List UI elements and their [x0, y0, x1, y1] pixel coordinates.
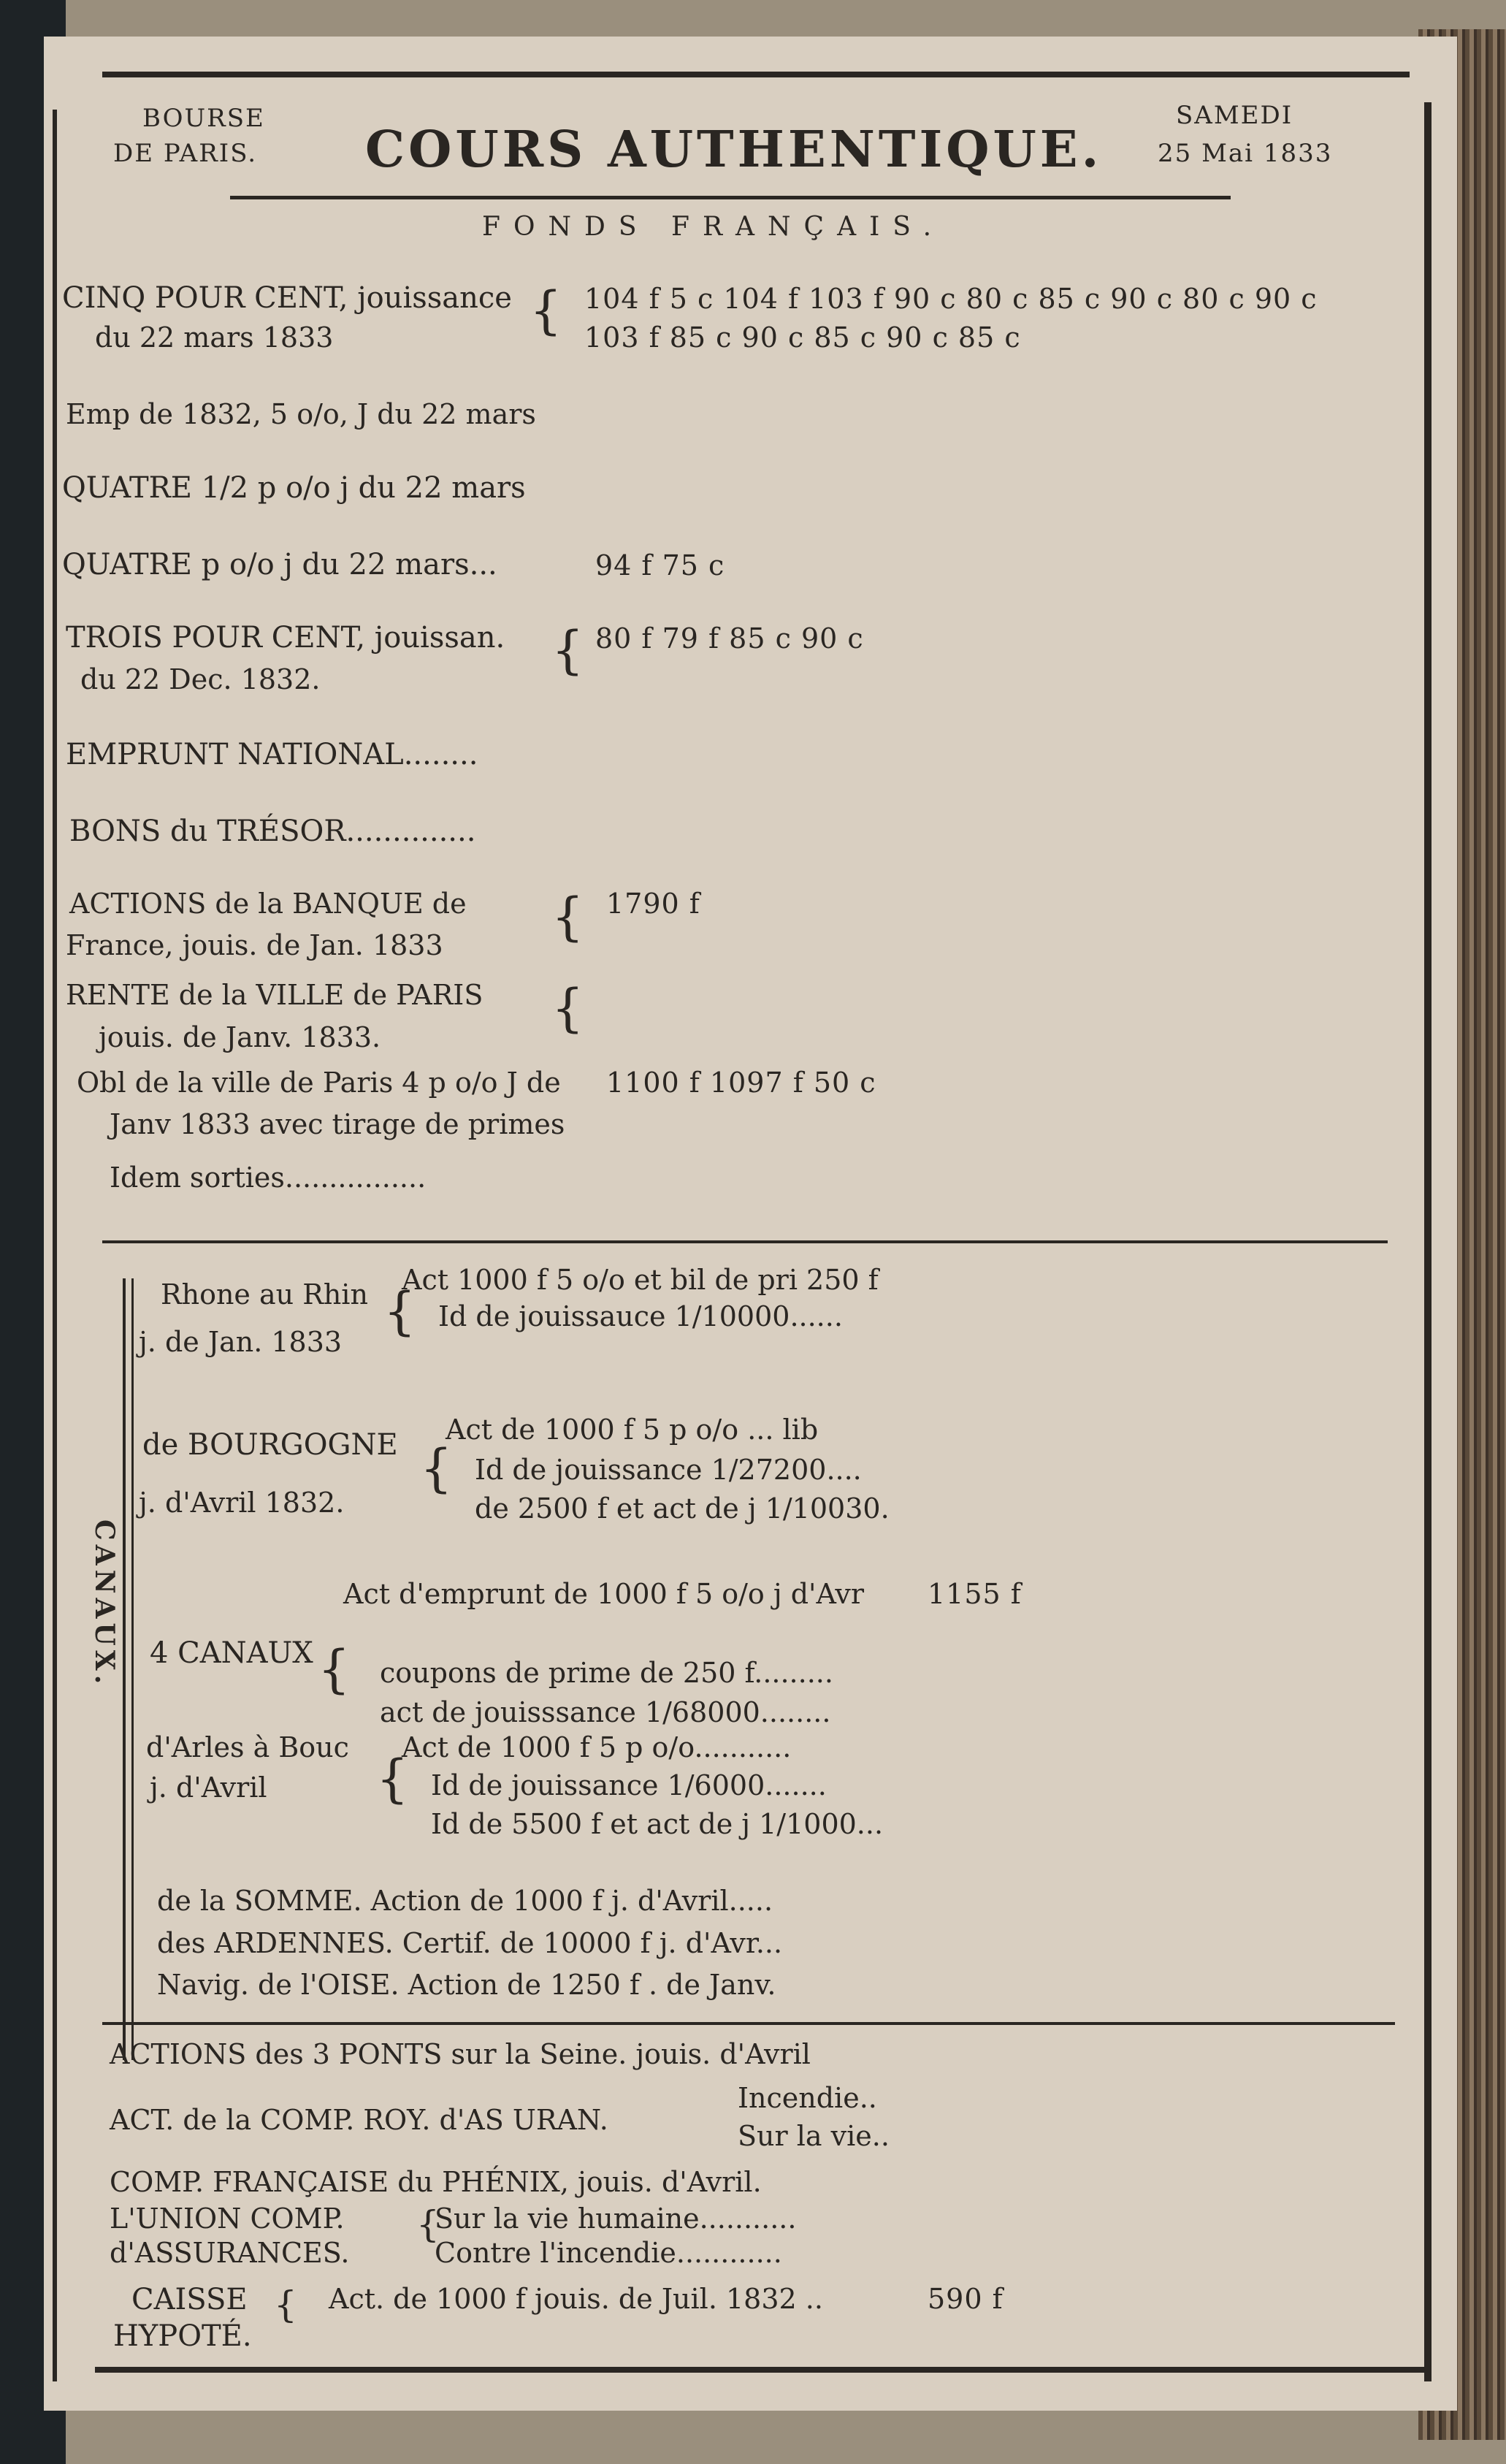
- canal-item: Act de 1000 f 5 p o/o...........: [402, 1731, 792, 1763]
- canal-name: Rhone au Rhin: [161, 1278, 368, 1311]
- brace: {: [530, 281, 562, 340]
- fonds-value-2: 103 f 85 c 90 c 85 c 90 c 85 c: [584, 321, 1021, 354]
- canal-value: 1155 f: [928, 1578, 1022, 1610]
- canal-name: 4 CANAUX: [150, 1636, 313, 1670]
- action-caisse-2: HYPOTÉ.: [113, 2319, 252, 2353]
- brace: {: [551, 620, 584, 680]
- fonds-value: 1100 f 1097 f 50 c: [606, 1067, 876, 1099]
- header-left-line1: BOURSE: [142, 104, 265, 133]
- action-caisse-value: 590 f: [928, 2283, 1004, 2315]
- action-ponts: ACTIONS des 3 PONTS sur la Seine. jouis. d'Avril: [110, 2038, 811, 2070]
- ornament-rule: [230, 196, 1231, 199]
- fonds-label: TROIS POUR CENT, jouissan.: [66, 621, 505, 655]
- canal-name: d'Arles à Bouc: [146, 1731, 349, 1763]
- left-border: [53, 110, 57, 2381]
- fonds-label: Emp de 1832, 5 o/o, J du 22 mars: [66, 398, 536, 430]
- canal-item: Act d'emprunt de 1000 f 5 o/o j d'Avr: [343, 1578, 865, 1610]
- canal-item: Act de 1000 f 5 p o/o ... lib: [446, 1414, 819, 1446]
- section-divider: [102, 2022, 1395, 2025]
- brace: {: [318, 1639, 351, 1699]
- brace: {: [376, 1749, 409, 1809]
- top-border: [102, 72, 1410, 77]
- canaux-side-label: CANAUX.: [89, 1519, 120, 1689]
- action-union-2: d'ASSURANCES.: [110, 2237, 350, 2269]
- fonds-value: 80 f 79 f 85 c 90 c: [595, 622, 864, 655]
- brace: {: [274, 2284, 297, 2326]
- brace: {: [420, 1438, 453, 1498]
- fonds-label-2: du 22 mars 1833: [95, 321, 334, 354]
- action-comp-roy-vie: Sur la vie..: [738, 2120, 890, 2152]
- section-divider: [102, 1240, 1388, 1243]
- brace: {: [416, 2203, 440, 2246]
- header-right-line1: SAMEDI: [1176, 101, 1293, 130]
- page-title: COURS AUTHENTIQUE.: [365, 121, 1103, 179]
- canal-item: Id de jouissauce 1/10000......: [438, 1300, 843, 1332]
- fonds-label: EMPRUNT NATIONAL........: [66, 738, 478, 771]
- canal-name-2: j. d'Avril: [150, 1771, 267, 1804]
- fonds-label: Idem sorties................: [110, 1162, 427, 1194]
- action-phenix: COMP. FRANÇAISE du PHÉNIX, jouis. d'Avril.: [110, 2166, 762, 2198]
- action-caisse: CAISSE: [131, 2283, 248, 2316]
- fonds-label: CINQ POUR CENT, jouissance: [62, 281, 512, 315]
- fonds-label-2: du 22 Dec. 1832.: [80, 663, 321, 695]
- brace: {: [551, 887, 584, 947]
- canal-item: Act 1000 f 5 o/o et bil de pri 250 f: [402, 1264, 879, 1296]
- section-title: FONDS FRANÇAIS.: [482, 212, 945, 242]
- canal-name: de BOURGOGNE: [142, 1428, 398, 1462]
- fonds-value: 104 f 5 c 104 f 103 f 90 c 80 c 85 c 90 c 80 c 90 c: [584, 283, 1318, 315]
- brace: {: [551, 978, 584, 1038]
- document-page: [44, 37, 1457, 2411]
- canal-item: coupons de prime de 250 f.........: [380, 1657, 833, 1689]
- action-comp-roy-incendie: Incendie..: [738, 2082, 877, 2114]
- canal-single: de la SOMME. Action de 1000 f j. d'Avril.....: [157, 1885, 773, 1917]
- action-union-vie: Sur la vie humaine...........: [435, 2202, 797, 2235]
- fonds-label-2: France, jouis. de Jan. 1833: [66, 929, 443, 961]
- fonds-label-2: jouis. de Janv. 1833.: [99, 1021, 381, 1053]
- canal-name-2: j. d'Avril 1832.: [139, 1487, 345, 1519]
- fonds-label: QUATRE p o/o j du 22 mars...: [62, 548, 497, 581]
- fonds-label-2: Janv 1833 avec tirage de primes: [110, 1108, 565, 1140]
- fonds-label: Obl de la ville de Paris 4 p o/o J de: [77, 1067, 561, 1099]
- canal-item: Id de jouissance 1/6000.......: [431, 1769, 827, 1801]
- canal-item: Id de jouissance 1/27200....: [475, 1454, 862, 1486]
- canal-name-2: j. de Jan. 1833: [139, 1326, 343, 1358]
- fonds-label: QUATRE 1/2 p o/o j du 22 mars: [62, 471, 526, 505]
- action-union-incendie: Contre l'incendie............: [435, 2237, 782, 2269]
- canaux-border-inner: [131, 1278, 134, 2060]
- fonds-value: 1790 f: [606, 888, 700, 920]
- fonds-label: ACTIONS de la BANQUE de: [69, 888, 467, 920]
- right-border: [1424, 102, 1432, 2381]
- canal-item: de 2500 f et act de j 1/10030.: [475, 1492, 890, 1525]
- header-left-line2: DE PARIS.: [113, 139, 258, 168]
- canal-single: des ARDENNES. Certif. de 10000 f j. d'Avr...: [157, 1927, 783, 1959]
- header-date: 25 Mai 1833: [1158, 139, 1333, 168]
- fonds-label: RENTE de la VILLE de PARIS: [66, 979, 483, 1011]
- canal-item: act de jouisssance 1/68000........: [380, 1696, 831, 1728]
- action-union: L'UNION COMP.: [110, 2202, 345, 2235]
- canaux-border: [123, 1278, 126, 2060]
- fonds-value: 94 f 75 c: [595, 549, 725, 581]
- action-caisse-item: Act. de 1000 f jouis. de Juil. 1832 ..: [329, 2283, 823, 2315]
- bottom-border: [95, 2367, 1424, 2373]
- canal-item: Id de 5500 f et act de j 1/1000...: [431, 1808, 884, 1840]
- fonds-label: BONS du TRÉSOR..............: [69, 815, 476, 848]
- canal-single: Navig. de l'OISE. Action de 1250 f . de Janv.: [157, 1969, 776, 2001]
- brace: {: [383, 1281, 416, 1341]
- action-comp-roy: ACT. de la COMP. ROY. d'AS URAN.: [110, 2104, 608, 2136]
